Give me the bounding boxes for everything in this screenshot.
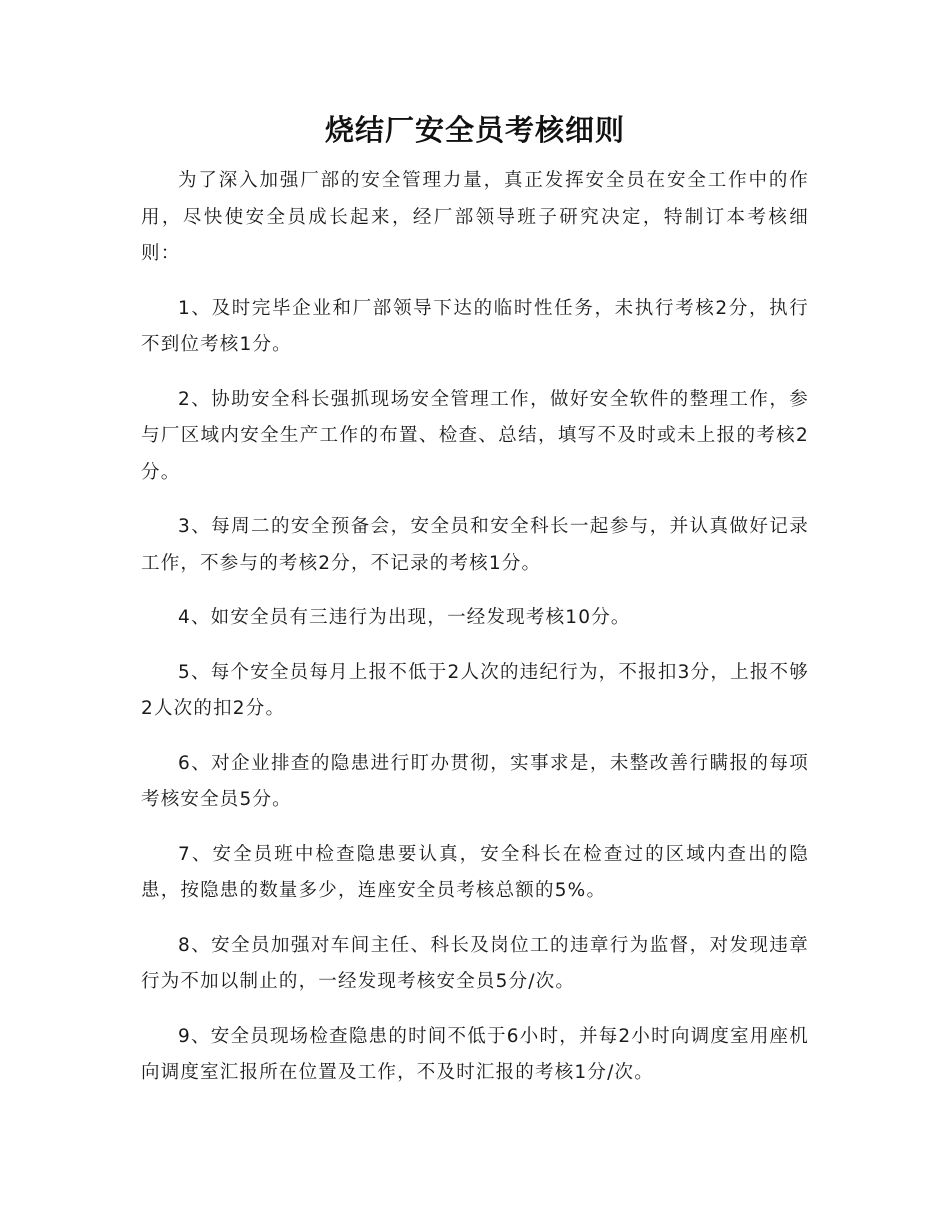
rule-item-3: 3、每周二的安全预备会，安全员和安全科长一起参与，并认真做好记录工作，不参与的考核2分，不记录的考核1分。 bbox=[141, 516, 809, 574]
document-body bbox=[141, 163, 809, 1110]
rule-item-9: 9、安全员现场检查隐患的时间不低于6小时，并每2小时向调度室用座机向调度室汇报所在位置及工作，不及时汇报的考核1分/次。 bbox=[141, 1025, 809, 1083]
rule-item-1: 1、及时完毕企业和厂部领导下达的临时性任务，未执行考核2分，执行不到位考核1分。 bbox=[141, 297, 809, 355]
rule-item-7: 7、安全员班中检查隐患要认真，安全科长在检查过的区域内查出的隐患，按隐患的数量多少，连座安全员考核总额的5%。 bbox=[141, 843, 809, 901]
rule-item-5: 5、每个安全员每月上报不低于2人次的违纪行为，不报扣3分，上报不够2人次的扣2分。 bbox=[141, 661, 809, 719]
rule-item-6: 6、对企业排查的隐患进行盯办贯彻，实事求是，未整改善行瞒报的每项考核安全员5分。 bbox=[141, 752, 809, 810]
rule-item-4: 4、如安全员有三违行为出现，一经发现考核10分。 bbox=[178, 607, 631, 628]
intro-paragraph: 为了深入加强厂部的安全管理力量，真正发挥安全员在安全工作中的作用，尽快使安全员成长起来，经厂部领导班子研究决定，特制订本考核细则： bbox=[141, 170, 809, 264]
document-title: 烧结厂安全员考核细则 bbox=[324, 113, 625, 147]
rule-item-2: 2、协助安全科长强抓现场安全管理工作，做好安全软件的整理工作，参与厂区域内安全生产工作的布置、检查、总结，填写不及时或未上报的考核2分。 bbox=[141, 388, 809, 483]
rule-item-8: 8、安全员加强对车间主任、科长及岗位工的违章行为监督，对发现违章行为不加以制止的，一经发现考核安全员5分/次。 bbox=[141, 934, 809, 992]
